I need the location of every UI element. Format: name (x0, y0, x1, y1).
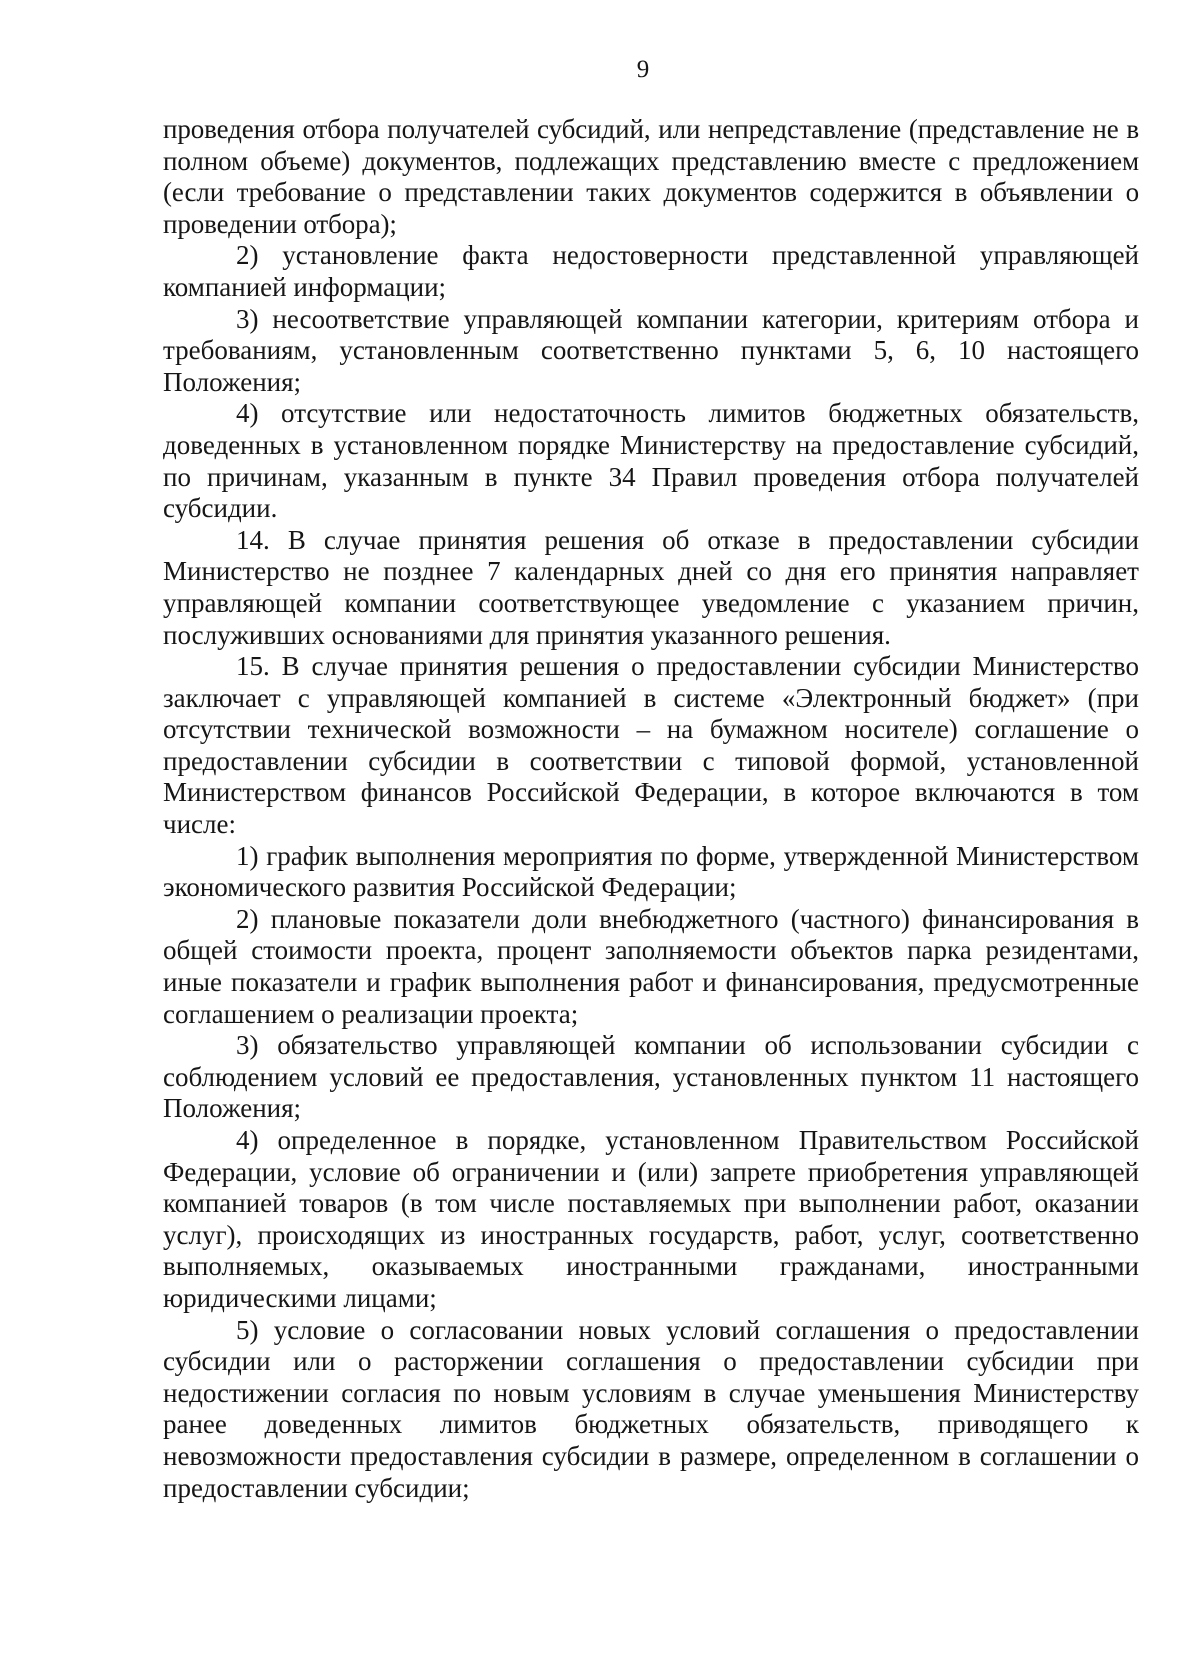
paragraph-subitem-4: 4) определенное в порядке, установленном Правительством Российской Федерации, условие об ограничении и (или) запрете приобретения управляющей компанией товаров (в том числе поставляемых при выполнении работ, оказании услуг), происходящих из иностранных государств, работ, услуг, соответственно выполняемых, оказываемых иностранными гражданами, иностранными юридическими лицами; (163, 1125, 1139, 1313)
paragraph-subitem-3: 3) обязательство управляющей компании об использовании субсидии с соблюдением условий ее предоставления, установленных пунктом 11 настоящего Положения; (163, 1030, 1139, 1124)
paragraph-item-2: 2) установление факта недостоверности представленной управляющей компанией информации; (163, 240, 1139, 302)
paragraph-subitem-1: 1) график выполнения мероприятия по форме, утвержденной Министерством экономического развития Российской Федерации; (163, 840, 1139, 903)
paragraph-subitem-2: 2) плановые показатели доли внебюджетного (частного) финансирования в общей стоимости проекта, процент заполняемости объектов парка резидентами, иные показатели и график выполнения работ и финансирования, предусмотренные соглашением о реализации проекта; (163, 903, 1139, 1029)
paragraph-clause-14: 14. В случае принятия решения об отказе в предоставлении субсидии Министерство не позднее 7 календарных дней со дня его принятия направляет управляющей компании соответствующее уведомление с указанием причин, послуживших основаниями для принятия указанного решения. (163, 524, 1139, 650)
page-number: 9 (636, 56, 650, 83)
paragraph-clause-15: 15. В случае принятия решения о предоставлении субсидии Министерство заключает с управляющей компанией в системе «Электронный бюджет» (при отсутствии технической возможности – на бумажном носителе) соглашение о предоставлении субсидии в соответствии с типовой формой, установленной Министерством финансов Российской Федерации, в которое включаются в том числе: (163, 651, 1139, 840)
paragraph-subitem-5: 5) условие о согласовании новых условий соглашения о предоставлении субсидии или о расторжении соглашения о предоставлении субсидии при недостижении согласия по новым условиям в случае уменьшения Министерству ранее доведенных лимитов бюджетных обязательств, приводящего к невозможности предоставления субсидии в размере, определенном в соглашении о предоставлении субсидии; (163, 1314, 1139, 1503)
paragraph-item-4: 4) отсутствие или недостаточность лимитов бюджетных обязательств, доведенных в установленном порядке Министерству на предоставление субсидий, по причинам, указанным в пункте 34 Правил проведения отбора получателей субсидии. (163, 398, 1139, 524)
document-body (163, 114, 1139, 1504)
paragraph-item-3: 3) несоответствие управляющей компании категории, критериям отбора и требованиям, установленным соответственно пунктами 5, 6, 10 настоящего Положения; (163, 303, 1139, 397)
paragraph-continuation: проведения отбора получателей субсидий, или непредставление (представление не в полном объеме) документов, подлежащих представлению вместе с предложением (если требование о представлении таких документов содержится в объявлении о проведении отбора); (163, 114, 1139, 239)
